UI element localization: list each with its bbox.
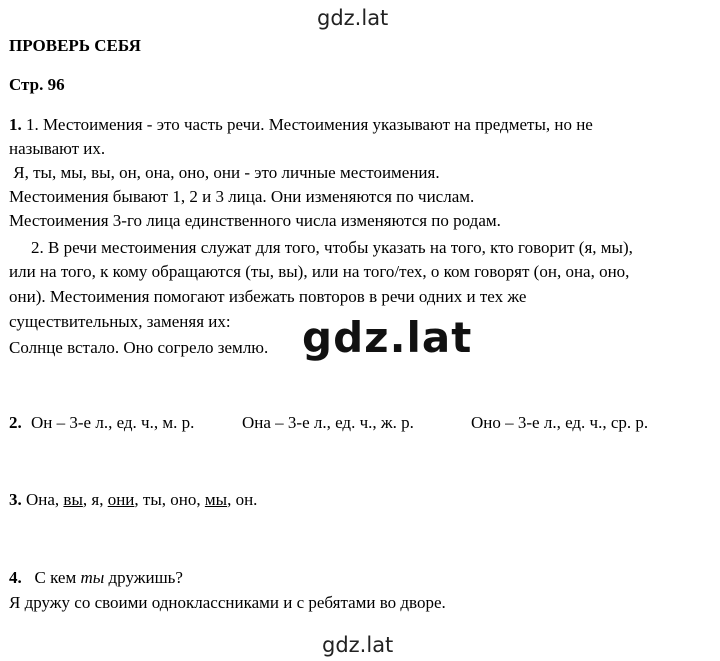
task1-number: 1. [9, 115, 22, 134]
task3-separator: . [253, 490, 258, 509]
task1-line-2: называют их. [9, 139, 106, 158]
page-heading: ПРОВЕРЬ СЕБЯ [9, 36, 141, 55]
task4-question-start: С кем [34, 568, 81, 587]
watermark-bottom: gdz.lat [322, 633, 394, 657]
task1-line-3: Я, ты, мы, вы, он, она, оно, они - это личные местоимения. [9, 163, 440, 182]
task3-separator: , [99, 490, 108, 509]
task1-line-8: они). Местоимения помогают избежать повторов в речи одних и тех же [9, 287, 527, 306]
task3-word: оно [170, 490, 197, 509]
task1-line-7: или на того, к кому обращаются (ты, вы), или на того/тех, о ком говорят (он, она, оно, [9, 262, 630, 281]
task3-word: они [107, 490, 135, 509]
task3-separator: , [54, 490, 64, 509]
task3-separator: , [82, 490, 92, 509]
task3-word: Она [26, 490, 55, 509]
task2-line [9, 411, 22, 435]
task3-separator: , [161, 490, 171, 509]
page-reference: Стр. 96 [9, 75, 65, 94]
task1-text: 1. Местоимения - это часть речи. Местоимения указывают на предметы, но не [26, 115, 593, 134]
task4-number: 4. [9, 568, 22, 587]
task1-line-4: Местоимения бывают 1, 2 и 3 лица. Они изменяются по числам. [9, 187, 475, 206]
task3-pronoun-list [26, 490, 257, 509]
task1-line-1 [9, 113, 593, 137]
task1-line-10: Солнце встало. Оно согрело землю. [9, 338, 269, 357]
task3-word: мы [204, 490, 228, 509]
task4-question-line [9, 566, 183, 590]
task3-number: 3. [9, 490, 22, 509]
task3-separator: , [196, 490, 205, 509]
task1-line-9: существительных, заменяя их: [9, 312, 231, 331]
task3-word: вы [63, 490, 83, 509]
task1-line-5: Местоимения 3-го лица единственного числа изменяются по родам. [9, 211, 501, 230]
task3-separator: , [134, 490, 143, 509]
task4-answer: Я дружу со своими одноклассниками и с ребятами во дворе. [9, 593, 446, 612]
task3-word: он [235, 490, 254, 509]
watermark-top: gdz.lat [317, 6, 389, 30]
task2-item-3: Оно – 3-е л., ед. ч., ср. р. [471, 413, 649, 432]
task3-separator: , [227, 490, 236, 509]
task4-question-pronoun: ты [80, 568, 105, 587]
task2-number: 2. [9, 413, 22, 432]
task1-line-6: 2. В речи местоимения служат для того, чтобы указать на того, кто говорит (я, мы), [31, 238, 633, 257]
task3-line [9, 488, 257, 512]
watermark-center: gdz.lat [298, 313, 476, 362]
task3-word: я [91, 490, 100, 509]
task4-question-end: дружишь? [104, 568, 183, 587]
task2-item-1: Он – 3-е л., ед. ч., м. р. [31, 413, 195, 432]
task3-word: ты [142, 490, 162, 509]
task2-item-2: Она – 3-е л., ед. ч., ж. р. [242, 413, 414, 432]
